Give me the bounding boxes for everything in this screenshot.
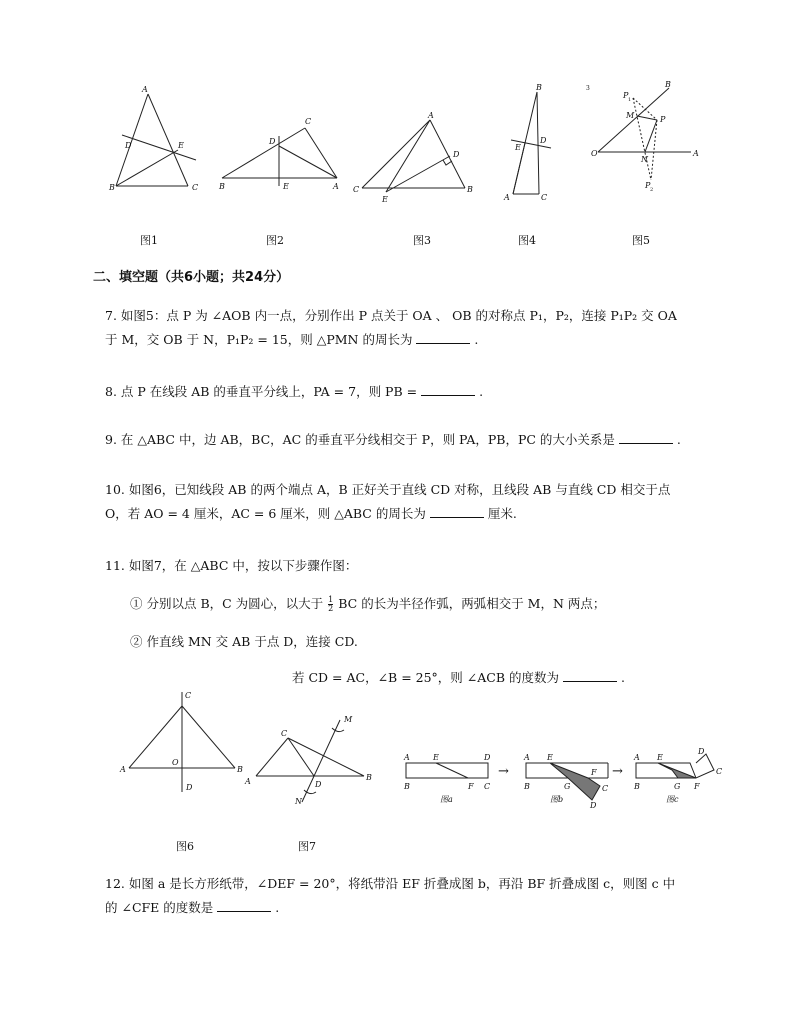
fig6-side-bc: [182, 706, 235, 768]
figure-b: [518, 748, 613, 810]
fig4-label-b: B: [536, 83, 542, 92]
q11-step-2: ② 作直线 MN 交 AB 于点 D，连接 CD.: [130, 634, 358, 649]
fig2-label-a: A: [333, 182, 339, 191]
figb-label-a: A: [524, 753, 530, 762]
figc-folded-part: [658, 763, 696, 778]
fig3-segment-ed: [386, 156, 450, 192]
q12-line1: 12. 如图 a 是长方形纸带，∠DEF = 20°，将纸带沿 EF 折叠成图 b，再沿 BF 折叠成图 c，则图 c 中: [105, 876, 676, 891]
question-10: [105, 478, 725, 526]
fig7-label-n: N: [295, 797, 302, 806]
fig7-caption: 图7: [298, 840, 316, 853]
figure-7: [240, 710, 380, 810]
fig4-label-c: C: [541, 193, 548, 202]
fig6-caption: 图6: [176, 840, 194, 853]
figc-caption: 图c: [666, 795, 679, 804]
fig1-segment-be: [116, 150, 178, 186]
q11-line1: 11. 如图7，在 △ABC 中，按以下步骤作图：: [105, 558, 358, 573]
fig1-side-ac: [148, 94, 188, 186]
figa-label-f: F: [468, 782, 474, 791]
fig5-label-o: O: [591, 149, 598, 158]
fig7-label-b: B: [366, 773, 372, 782]
q7-line2-wrap: [105, 328, 725, 352]
figc-label-d: D: [698, 747, 705, 756]
figc-label-a: A: [634, 753, 640, 762]
q7-line1: 7. 如图5：点 P 为 ∠AOB 内一点，分别作出 P 点关于 OA 、 OB 的对称点 P₁，P₂，连接 P₁P₂ 交 OA: [105, 308, 677, 323]
q11-fraction: [328, 596, 333, 613]
q11-end: .: [620, 670, 625, 685]
figc-label-b: B: [634, 782, 640, 791]
section-title: 二、填空题（共6小题；共24分）: [93, 270, 290, 285]
figa-label-e: E: [433, 753, 439, 762]
q12-end: .: [275, 900, 280, 915]
figure-a: [398, 748, 493, 808]
figa-label-d: D: [484, 753, 491, 762]
fig5-label-p2: P: [645, 181, 651, 190]
fig7-label-d: D: [315, 780, 322, 789]
q11-step-1: [130, 594, 605, 613]
q11-cond-text: 若 CD = AC，∠B = 25°，则 ∠ACB 的度数为: [292, 670, 560, 685]
fig5-label-b: B: [665, 80, 671, 89]
figure-5: [585, 80, 705, 195]
q10-line2-wrap: [105, 502, 725, 526]
fig4-label-d: D: [540, 136, 547, 145]
fig7-label-c: C: [281, 729, 288, 738]
fig1-label-c: C: [192, 183, 199, 192]
figb-label-b: B: [524, 782, 530, 791]
figa-fold-ef: [436, 763, 468, 778]
figure-6: [115, 688, 250, 798]
fig2-caption: 图2: [266, 234, 284, 247]
fig2-side-ca: [305, 128, 337, 178]
fig5-label-p1-sub: 1: [628, 97, 632, 103]
fig1-caption: 图1: [140, 234, 158, 247]
q7-line2: 于 M，交 OB 于 N，P₁P₂ = 15，则 △PMN 的周长为: [105, 332, 413, 347]
fig5-caption: 图5: [632, 234, 650, 247]
fig4-caption: 图4: [518, 234, 536, 247]
q11-frac-den: 2: [328, 604, 334, 613]
figure-3: [350, 108, 480, 208]
fig1-bisector-de: [122, 135, 196, 160]
fig3-caption: 图3: [413, 234, 431, 247]
fig5-label-n: N: [641, 155, 648, 164]
fig4-label-e: E: [515, 143, 521, 152]
fig5-segment-p1p2: [633, 98, 651, 180]
figc-label-c: C: [716, 767, 723, 776]
figure-c: [628, 748, 723, 808]
fig5-corner-mark: 3: [586, 85, 590, 92]
fig3-label-e: E: [382, 195, 388, 204]
fig1-side-ab: [116, 94, 148, 186]
figure-4: [495, 80, 565, 205]
figa-strip: [406, 763, 488, 778]
figure-1: [100, 80, 210, 195]
fig5-label-p2-sub: 2: [650, 187, 654, 193]
fig7-label-m: M: [344, 715, 353, 724]
question-9: [105, 428, 725, 452]
fig7-label-a: A: [245, 777, 251, 786]
fig6-label-c: C: [185, 691, 192, 700]
fig4-side-bc: [537, 92, 539, 194]
fig7-side-cb: [288, 738, 364, 776]
fig5-label-p: P: [660, 115, 666, 124]
figa-label-b: B: [404, 782, 410, 791]
fig5-ray-ob: [598, 88, 669, 152]
fig6-label-o: O: [172, 758, 179, 767]
q10-line1: 10. 如图6，已知线段 AB 的两个端点 A，B 正好关于直线 CD 对称，且线段 AB 与直线 CD 相交于点: [105, 482, 671, 497]
question-8: [105, 380, 725, 404]
fig3-label-b: B: [467, 185, 473, 194]
fig5-label-p1: P: [623, 91, 629, 100]
q8-end: .: [479, 384, 484, 399]
q10-answer-blank[interactable]: [430, 505, 484, 518]
fig3-side-ca: [362, 120, 430, 188]
question-7: [105, 304, 725, 352]
figb-label-c: C: [602, 784, 609, 793]
q9-line1: 9. 在 △ABC 中，边 AB，BC，AC 的垂直平分线相交于 P，则 PA，PB，PC 的大小关系是: [105, 432, 615, 447]
fig2-label-b: B: [219, 182, 225, 191]
question-12: [105, 872, 725, 920]
fig7-side-ac: [256, 738, 288, 776]
question-11: [105, 554, 725, 578]
fig2-segment-da: [279, 146, 337, 178]
figa-label-a: A: [404, 753, 410, 762]
fig3-label-c: C: [353, 185, 360, 194]
fig3-label-d: D: [453, 150, 460, 159]
q12-line2-wrap: [105, 896, 725, 920]
figc-label-e: E: [657, 753, 663, 762]
figure-2: [215, 110, 350, 195]
fig3-label-a: A: [428, 111, 434, 120]
q11-step1-b: BC 的长为半径作弧，两弧相交于 M，N 两点；: [338, 596, 606, 611]
q12-answer-blank[interactable]: [217, 899, 271, 912]
fig6-label-a: A: [120, 765, 126, 774]
fig5-label-a: A: [693, 149, 699, 158]
arrow-b-to-c: →: [612, 764, 623, 779]
fig6-label-b: B: [237, 765, 243, 774]
fig7-segment-cd: [288, 738, 314, 776]
q8-answer-blank[interactable]: [421, 383, 475, 396]
q11-answer-blank[interactable]: [563, 669, 617, 682]
figa-caption: 图a: [440, 795, 453, 804]
figc-label-g: G: [674, 782, 681, 791]
q12-line2: 的 ∠CFE 的度数是: [105, 900, 214, 915]
q9-answer-blank[interactable]: [619, 431, 673, 444]
fig1-label-a: A: [142, 85, 148, 94]
fig7-arc-m: [332, 728, 344, 732]
fig2-label-e: E: [283, 182, 289, 191]
fig1-label-b: B: [109, 183, 115, 192]
q9-end: .: [676, 432, 681, 447]
figb-label-d: D: [590, 801, 597, 810]
fig4-label-a: A: [504, 193, 510, 202]
fig5-label-m: M: [626, 111, 635, 120]
figa-label-c: C: [484, 782, 491, 791]
q10-end: 厘米.: [487, 506, 517, 521]
q11-frac-num: 1: [328, 595, 334, 604]
figc-label-f: F: [694, 782, 700, 791]
fig3-segment-ae: [386, 120, 430, 192]
q7-end: .: [474, 332, 479, 347]
q11-step1-a: ① 分别以点 B，C 为圆心，以大于: [130, 596, 324, 611]
figb-label-f: F: [591, 768, 597, 777]
q7-answer-blank[interactable]: [416, 331, 470, 344]
fig2-label-d: D: [269, 137, 276, 146]
fig6-label-d: D: [186, 783, 193, 792]
fig3-side-ab: [430, 120, 465, 188]
figb-caption: 图b: [550, 795, 564, 804]
fig1-label-e: E: [178, 141, 184, 150]
fig2-label-c: C: [305, 117, 312, 126]
q11-condition: [292, 668, 625, 686]
figb-label-e: E: [547, 753, 553, 762]
q8-line1: 8. 点 P 在线段 AB 的垂直平分线上，PA = 7，则 PB =: [105, 384, 418, 399]
q10-line2: O，若 AO = 4 厘米，AC = 6 厘米，则 △ABC 的周长为: [105, 506, 426, 521]
arrow-a-to-b: →: [498, 764, 509, 779]
figb-label-g: G: [564, 782, 571, 791]
fig1-label-d: D: [125, 141, 132, 150]
